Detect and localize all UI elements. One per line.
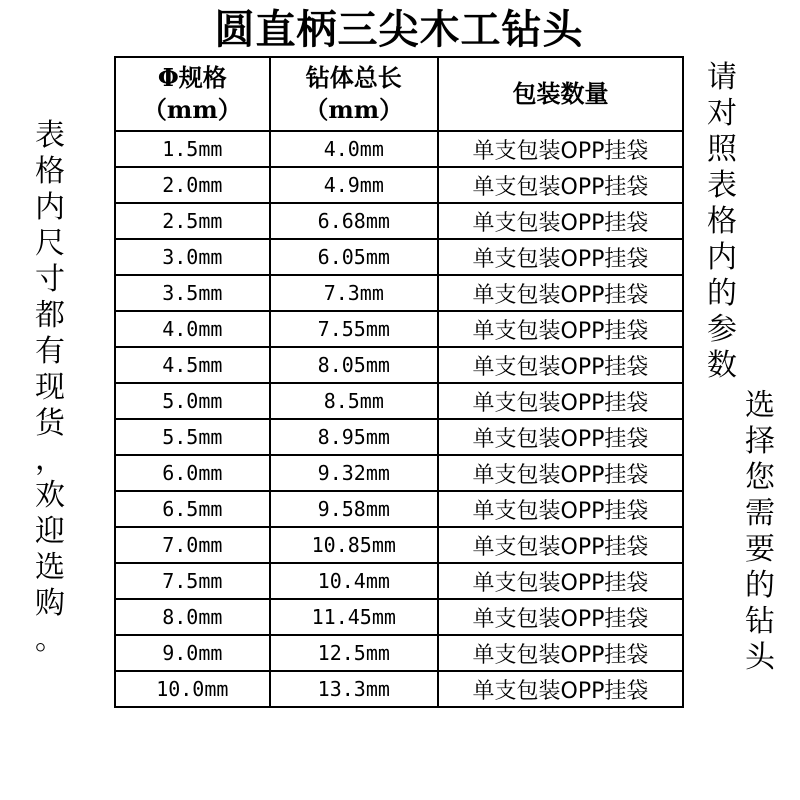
note-char: 钻 — [745, 604, 775, 639]
header-size — [115, 57, 270, 131]
note-char: 有 — [35, 334, 65, 369]
note-char: 尺 — [35, 226, 65, 261]
note-char: 格 — [35, 154, 65, 189]
cell-size: 4.0mm — [115, 311, 270, 347]
table-row — [115, 275, 683, 311]
header-length — [270, 57, 438, 131]
header-length-line2: （mm） — [304, 95, 404, 124]
note-char: 需 — [745, 496, 775, 531]
table-row — [115, 383, 683, 419]
note-char: 数 — [707, 348, 737, 383]
right-side-note-2 — [742, 388, 778, 676]
cell-length: 4.0mm — [270, 131, 438, 167]
note-char: ， — [35, 442, 65, 477]
note-char: 选 — [745, 388, 775, 423]
left-side-note — [32, 118, 68, 658]
note-char: 的 — [707, 276, 737, 311]
cell-length: 8.05mm — [270, 347, 438, 383]
right-side-note-1 — [704, 60, 740, 384]
note-char: 欢 — [35, 478, 65, 513]
note-char: 现 — [35, 370, 65, 405]
table-body — [115, 131, 683, 707]
note-char: 寸 — [35, 262, 65, 297]
note-char: 选 — [35, 550, 65, 585]
cell-size: 2.0mm — [115, 167, 270, 203]
note-char: 。 — [35, 622, 65, 657]
cell-size: 6.0mm — [115, 455, 270, 491]
cell-packaging: 单支包装OPP挂袋 — [438, 383, 683, 419]
cell-length: 11.45mm — [270, 599, 438, 635]
cell-size: 2.5mm — [115, 203, 270, 239]
cell-size: 3.0mm — [115, 239, 270, 275]
cell-size: 7.5mm — [115, 563, 270, 599]
cell-length: 6.68mm — [270, 203, 438, 239]
cell-length: 4.9mm — [270, 167, 438, 203]
note-char: 内 — [35, 190, 65, 225]
table-row — [115, 671, 683, 707]
note-char: 对 — [707, 96, 737, 131]
cell-length: 12.5mm — [270, 635, 438, 671]
note-char: 货 — [35, 406, 65, 441]
note-char: 购 — [35, 586, 65, 621]
cell-length: 9.32mm — [270, 455, 438, 491]
note-char: 照 — [707, 132, 737, 167]
cell-packaging: 单支包装OPP挂袋 — [438, 491, 683, 527]
header-packaging-line1: 包装数量 — [512, 79, 609, 108]
cell-size: 7.0mm — [115, 527, 270, 563]
note-char: 参 — [707, 312, 737, 347]
note-char: 要 — [745, 532, 775, 567]
cell-length: 10.85mm — [270, 527, 438, 563]
cell-length: 10.4mm — [270, 563, 438, 599]
cell-packaging: 单支包装OPP挂袋 — [438, 347, 683, 383]
table-row — [115, 347, 683, 383]
note-char: 都 — [35, 298, 65, 333]
cell-size: 6.5mm — [115, 491, 270, 527]
cell-packaging: 单支包装OPP挂袋 — [438, 131, 683, 167]
cell-length: 13.3mm — [270, 671, 438, 707]
cell-packaging: 单支包装OPP挂袋 — [438, 599, 683, 635]
table-row — [115, 563, 683, 599]
table-row — [115, 167, 683, 203]
note-char: 的 — [745, 568, 775, 603]
table-row — [115, 419, 683, 455]
header-packaging — [438, 57, 683, 131]
cell-length: 7.3mm — [270, 275, 438, 311]
cell-size: 8.0mm — [115, 599, 270, 635]
cell-size: 1.5mm — [115, 131, 270, 167]
table-row — [115, 311, 683, 347]
header-size-line1: Φ规格 — [157, 63, 227, 92]
table-row — [115, 635, 683, 671]
note-char: 头 — [745, 640, 775, 675]
cell-packaging: 单支包装OPP挂袋 — [438, 671, 683, 707]
cell-packaging: 单支包装OPP挂袋 — [438, 203, 683, 239]
cell-size: 10.0mm — [115, 671, 270, 707]
header-length-line1: 钻体总长 — [305, 63, 402, 92]
note-char: 请 — [707, 60, 737, 95]
cell-size: 5.0mm — [115, 383, 270, 419]
table-row — [115, 491, 683, 527]
cell-packaging: 单支包装OPP挂袋 — [438, 455, 683, 491]
note-char: 迎 — [35, 514, 65, 549]
cell-length: 6.05mm — [270, 239, 438, 275]
table-row — [115, 131, 683, 167]
spec-table — [114, 56, 684, 708]
cell-packaging: 单支包装OPP挂袋 — [438, 635, 683, 671]
table-row — [115, 203, 683, 239]
cell-length: 9.58mm — [270, 491, 438, 527]
note-char: 表 — [707, 168, 737, 203]
table-row — [115, 527, 683, 563]
cell-packaging: 单支包装OPP挂袋 — [438, 527, 683, 563]
table-header-row — [115, 57, 683, 131]
cell-packaging: 单支包装OPP挂袋 — [438, 311, 683, 347]
cell-size: 5.5mm — [115, 419, 270, 455]
cell-packaging: 单支包装OPP挂袋 — [438, 167, 683, 203]
cell-length: 8.95mm — [270, 419, 438, 455]
cell-size: 3.5mm — [115, 275, 270, 311]
cell-packaging: 单支包装OPP挂袋 — [438, 275, 683, 311]
cell-size: 4.5mm — [115, 347, 270, 383]
cell-packaging: 单支包装OPP挂袋 — [438, 419, 683, 455]
table-row — [115, 239, 683, 275]
cell-packaging: 单支包装OPP挂袋 — [438, 239, 683, 275]
cell-packaging: 单支包装OPP挂袋 — [438, 563, 683, 599]
cell-size: 9.0mm — [115, 635, 270, 671]
table-row — [115, 455, 683, 491]
header-size-line2: （mm） — [142, 95, 242, 124]
note-char: 内 — [707, 240, 737, 275]
note-char: 格 — [707, 204, 737, 239]
table-row — [115, 599, 683, 635]
note-char: 择 — [745, 424, 775, 459]
cell-length: 7.55mm — [270, 311, 438, 347]
note-char: 表 — [35, 118, 65, 153]
note-char: 您 — [745, 460, 775, 495]
cell-length: 8.5mm — [270, 383, 438, 419]
page-title: 圆直柄三尖木工钻头 — [214, 6, 584, 53]
